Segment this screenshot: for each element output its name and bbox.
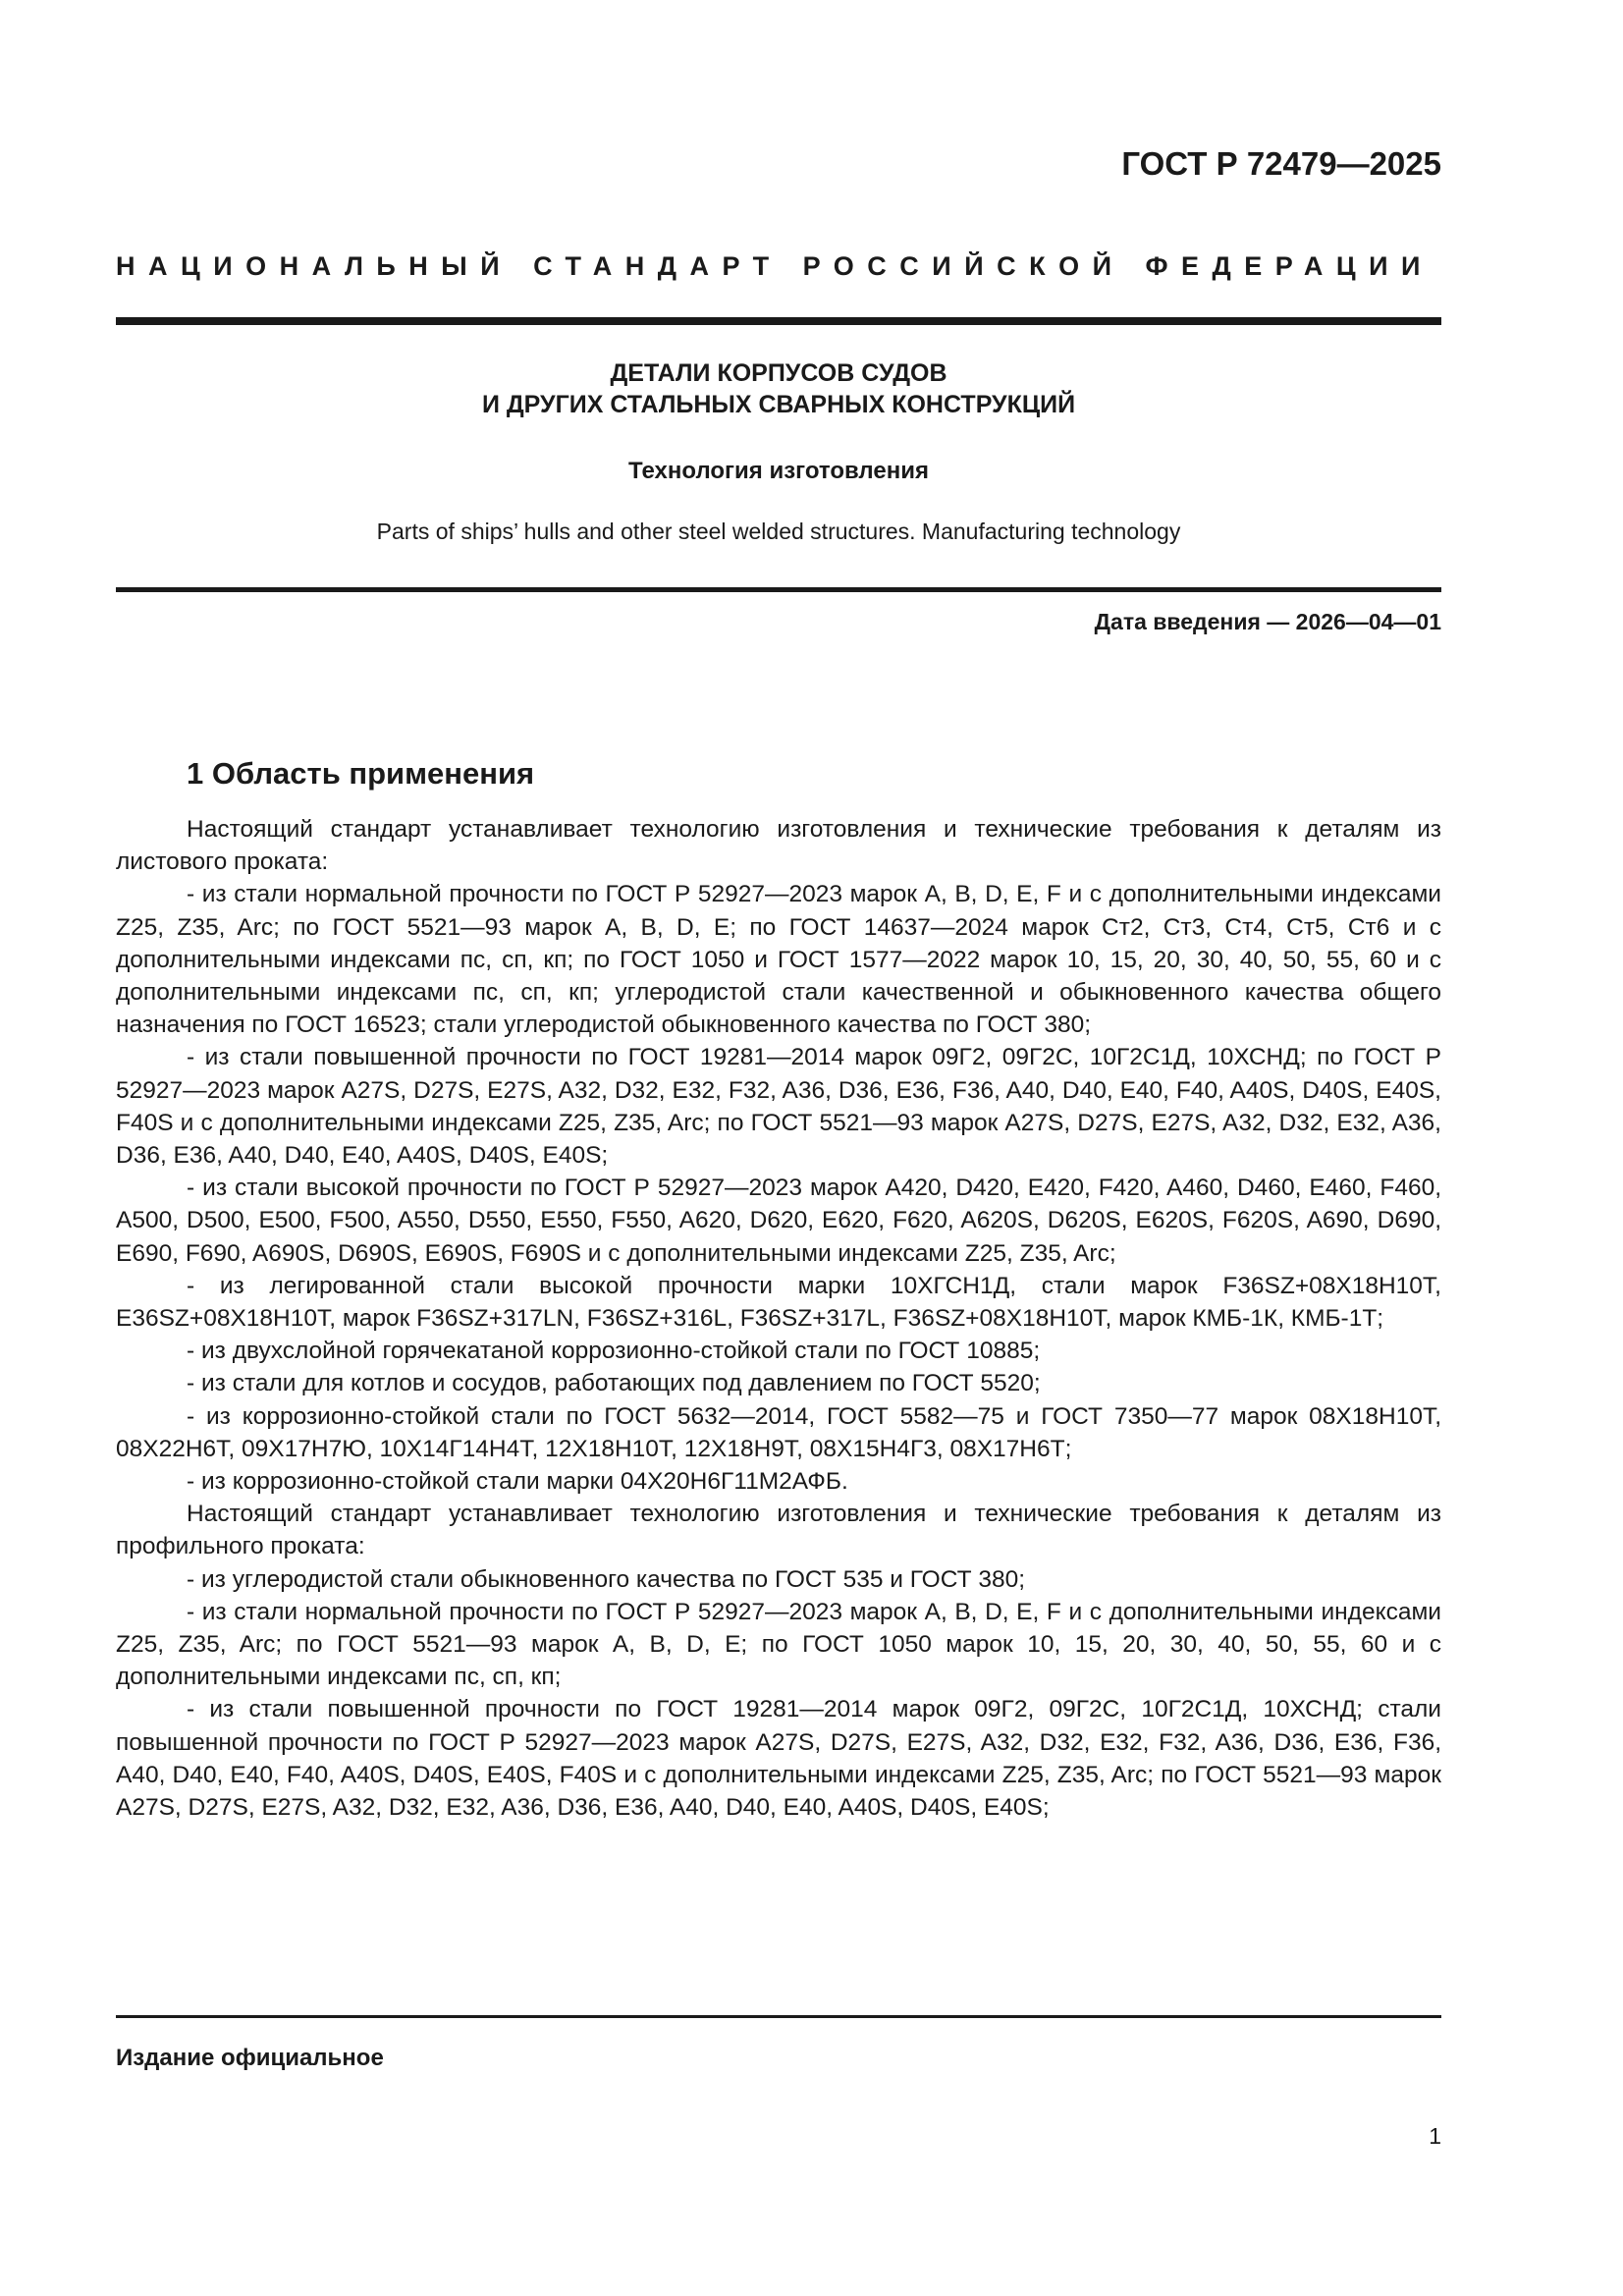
national-standard-banner: НАЦИОНАЛЬНЫЙ СТАНДАРТ РОССИЙСКОЙ ФЕДЕРАЦИИ	[116, 251, 1434, 281]
list-item: - из стали повышенной прочности по ГОСТ 19281—2014 марок 09Г2, 09Г2С, 10Г2С1Д, 10ХСНД; по ГОСТ Р 52927—2023 марок A27S, D27S, E27S, A32, D32, E32, F32, A36, D36, E36, F36, A40, D40, E40, F40, A40S, D40S, E40S, F40S и с дополнительными индексами Z25, Z35, Arc; по ГОСТ 5521—93 марок A27S, D27S, E27S, A32, D32, E32, A36, D36, E36, A40, D40, E40, A40S, D40S, E40S;	[116, 1044, 1441, 1170]
list-item: - из углеродистой стали обыкновенного качества по ГОСТ 535 и ГОСТ 380;	[187, 1565, 1026, 1593]
page-number: 1	[1429, 2123, 1441, 2149]
edition-label: Издание официальное	[116, 2045, 384, 2071]
paragraph: Настоящий стандарт устанавливает технологию изготовления и технические требования к деталям из профильного проката:	[116, 1501, 1441, 1560]
list-item: - из стали нормальной прочности по ГОСТ Р 52927—2023 марок A, B, D, E, F и с дополнительными индексами Z25, Z35, Arc; по ГОСТ 5521—93 марок A, B, D, E; по ГОСТ 14637—2024 марок Ст2, Ст3, Ст4, Ст5, Ст6 и с дополнительными индексами пс, сп, кп; по ГОСТ 1050 и ГОСТ 1577—2022 марок 10, 15, 20, 30, 40, 50, 55, 60 и с дополнительными индексами пс, сп, кп; углеродистой стали качественной и обыкновенного качества общего назначения по ГОСТ 16523; стали углеродистой обыкновенного качества по ГОСТ 380;	[116, 881, 1441, 1039]
list-item: - из стали нормальной прочности по ГОСТ Р 52927—2023 марок A, B, D, E, F и с дополнительными индексами Z25, Z35, Arc; по ГОСТ 5521—93 марок A, B, D, E; по ГОСТ 1050 марок 10, 15, 20, 30, 40, 50, 55, 60 и с дополнительными индексами пс, сп, кп;	[116, 1598, 1441, 1691]
document-title	[116, 357, 1441, 420]
introduction-date: Дата введения — 2026—04—01	[1094, 609, 1441, 634]
list-item: - из двухслойной горячекатаной коррозионно-стойкой стали по ГОСТ 10885;	[187, 1338, 1041, 1365]
top-divider	[116, 317, 1441, 325]
section-heading: 1 Область применения	[187, 756, 535, 791]
title-line-1: ДЕТАЛИ КОРПУСОВ СУДОВ	[610, 359, 947, 387]
list-item: - из стали для котлов и сосудов, работающих под давлением по ГОСТ 5520;	[187, 1370, 1041, 1397]
title-divider	[116, 587, 1441, 592]
list-item: - из стали повышенной прочности по ГОСТ 19281—2014 марок 09Г2, 09Г2С, 10Г2С1Д, 10ХСНД; стали повышенной прочности по ГОСТ Р 52927—2023 марок A27S, D27S, E27S, A32, D32, E32, F32, A36, D36, E36, F36, A40, D40, E40, F40, A40S, D40S, E40S, F40S и с дополнительными индексами Z25, Z35, Arc; по ГОСТ 5521—93 марок A27S, D27S, E27S, A32, D32, E32, A36, D36, E36, A40, D40, E40, A40S, D40S, E40S;	[116, 1696, 1441, 1822]
list-item: - из коррозионно-стойкой стали марки 04Х20Н6Г11М2АФБ.	[187, 1468, 848, 1496]
footer-divider	[116, 2015, 1441, 2018]
list-item: - из легированной стали высокой прочности марки 10ХГСН1Д, стали марок F36SZ+08X18H10T, E36SZ+08X18H10T, марок F36SZ+317LN, F36SZ+316L, F36SZ+317L, F36SZ+08X18H10T, марок КМБ-1К, КМБ-1Т;	[116, 1272, 1441, 1333]
paragraph: Настоящий стандарт устанавливает технологию изготовления и технические требования к деталям из листового проката:	[116, 816, 1441, 876]
document-subtitle: Технология изготовления	[628, 458, 929, 484]
title-line-2: И ДРУГИХ СТАЛЬНЫХ СВАРНЫХ КОНСТРУКЦИЙ	[481, 391, 1076, 418]
list-item: - из стали высокой прочности по ГОСТ Р 52927—2023 марок A420, D420, E420, F420, A460, D460, E460, F460, A500, D500, E500, F500, A550, D550, E550, F550, A620, D620, E620, F620, A620S, D620S, E620S, F620S, A690, D690, E690, F690, A690S, D690S, E690S, F690S и с дополнительными индексами Z25, Z35, Arc;	[116, 1175, 1441, 1267]
section-body	[116, 813, 1441, 1824]
list-item: - из коррозионно-стойкой стали по ГОСТ 5632—2014, ГОСТ 5582—75 и ГОСТ 7350—77 марок 08Х18Н10Т, 08Х22Н6Т, 09Х17Н7Ю, 10Х14Г14Н4Т, 12Х18Н10Т, 12Х18Н9Т, 08Х15Н4Г3, 08Х17Н6Т;	[116, 1402, 1441, 1462]
document-code: ГОСТ Р 72479—2025	[1121, 145, 1441, 182]
english-title: Parts of ships’ hulls and other steel welded structures. Manufacturing technology	[376, 519, 1181, 544]
